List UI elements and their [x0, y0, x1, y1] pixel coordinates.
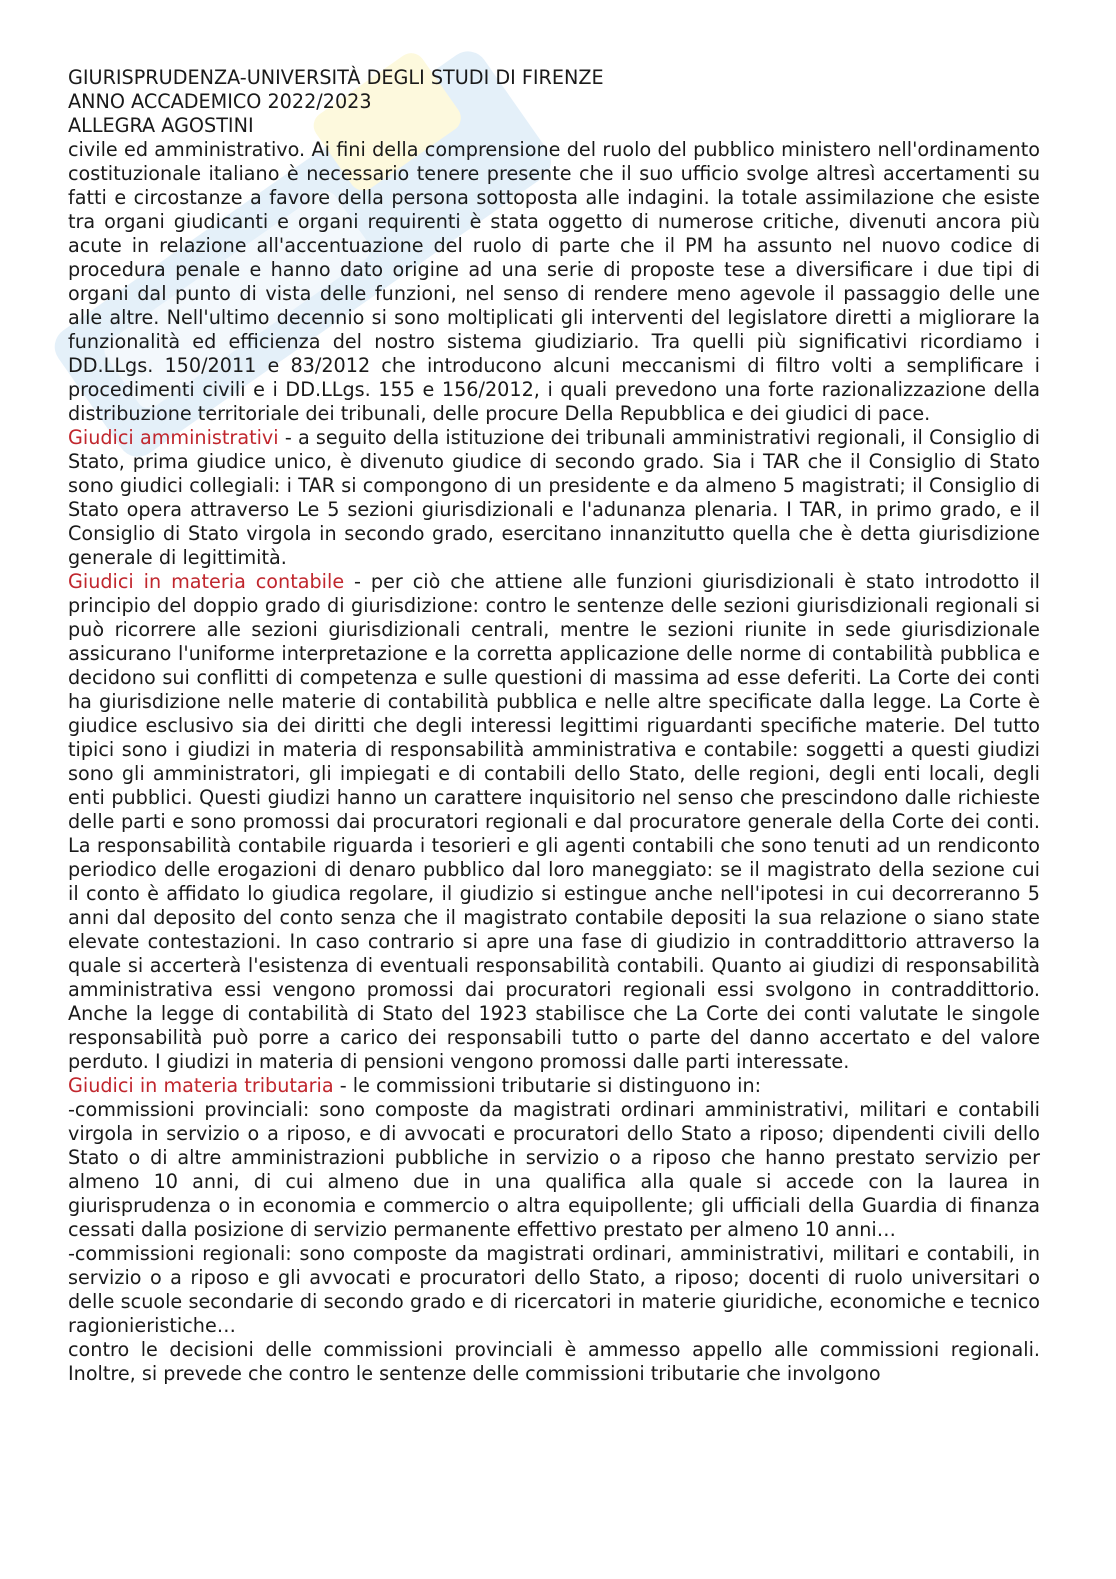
section-title-accounting: Giudici in materia contabile: [68, 570, 345, 593]
section-title-tax: Giudici in materia tributaria: [68, 1074, 334, 1097]
header-author: ALLEGRA AGOSTINI: [68, 114, 254, 137]
section-paragraph-administrative: [68, 426, 1040, 570]
section-title-administrative: Giudici amministrativi: [68, 426, 279, 449]
list-item-provincial-commissions: -commissioni provinciali: sono composte da magistrati ordinari amministrativi, militari e contabili virgola in servizio o a riposo, e di avvocati e procuratori dello Stato a riposo; dipendenti civili dello Stato o di altre amministrazioni pubbliche in servizio o a riposo che hanno prestato servizio per almeno 10 anni, di cui almeno due in una qualifica alla quale si accede con la laurea in giurisprudenza o in economia e commercio o altra equipollente; gli ufficiali della Guardia di finanza cessati dalla posizione di servizio permanente effettivo prestato per almeno 10 anni…: [68, 1098, 1040, 1241]
section-text-administrative: - a seguito della istituzione dei tribunali amministrativi regionali, il Consiglio di Stato, prima giudice unico, è divenuto giudice di secondo grado. Sia i TAR che il Consiglio di Stato sono giudici collegiali: i TAR si compongono di un presidente e da almeno 5 magistrati; il Consiglio di Stato opera attraverso Le 5 sezioni giurisdizionali e l'adunanza plenaria. I TAR, in primo grado, e il Consiglio di Stato virgola in secondo grado, esercitano innanzitutto quella che è detta giurisdizione generale di legittimità.: [68, 426, 1040, 569]
section-paragraph-tax: [68, 1074, 1040, 1098]
intro-paragraph: civile ed amministrativo. Ai fini della comprensione del ruolo del pubblico ministero nell'ordinamento costituzionale italiano è necessario tenere presente che il suo ufficio svolge altresì accertamenti su fatti e circostanze a favore della persona sottoposta alle indagini. la totale assimilazione che esiste tra organi giudicanti e organi requirenti è stata oggetto di numerose critiche, divenuti ancora più acute in relazione all'accentuazione del ruolo di parte che il PM ha assunto nel nuovo codice di procedura penale e hanno dato origine ad una serie di proposte tese a diversificare i due tipi di organi dal punto di vista delle funzioni, nel senso di rendere meno agevole il passaggio delle une alle altre. Nell'ultimo decennio si sono moltiplicati gli interventi del legislatore diretti a migliorare la funzionalità ed efficienza del nostro sistema giudiziario. Tra quelli più significativi ricordiamo i DD.LLgs. 150/2011 e 83/2012 che introducono alcuni meccanismi di filtro volti a semplificare i procedimenti civili e i DD.LLgs. 155 e 156/2012, i quali prevedono una forte razionalizzazione della distribuzione territoriale dei tribunali, delle procure Della Repubblica e dei giudici di pace.: [68, 138, 1040, 425]
header-academic-year: ANNO ACCADEMICO 2022/2023: [68, 90, 372, 113]
section-text-tax: - le commissioni tributarie si distinguono in:: [333, 1074, 762, 1097]
document-page: [68, 66, 1040, 1386]
closing-paragraph: contro le decisioni delle commissioni provinciali è ammesso appello alle commissioni regionali. Inoltre, si prevede che contro le sentenze delle commissioni tributarie che involgono: [68, 1338, 1040, 1385]
list-item-regional-commissions: -commissioni regionali: sono composte da magistrati ordinari, amministrativi, militari e contabili, in servizio o a riposo e gli avvocati e procuratori dello Stato, a riposo; docenti di ruolo universitari o delle scuole secondarie di secondo grado e di ricercatori in materie giuridiche, economiche e tecnico ragionieristiche…: [68, 1242, 1040, 1337]
section-paragraph-accounting: [68, 570, 1040, 1074]
section-text-accounting: - per ciò che attiene alle funzioni giurisdizionali è stato introdotto il principio del doppio grado di giurisdizione: contro le sentenze delle sezioni giurisdizionali regionali si può ricorrere alle sezioni giurisdizionali centrali, mentre le sezioni riunite in sede giurisdizionale assicurano l'uniforme interpretazione e la corretta applicazione delle norme di contabilità pubblica e decidono sui conflitti di competenza e sulle questioni di massima ad esse deferiti. La Corte dei conti ha giurisdizione nelle materie di contabilità pubblica e nelle altre specificate dalla legge. La Corte è giudice esclusivo sia dei diritti che degli interessi legittimi riguardanti specifiche materie. Del tutto tipici sono i giudizi in materia di responsabilità amministrativa e contabile: soggetti a questi giudizi sono gli amministratori, gli impiegati e di contabili dello Stato, delle regioni, degli enti locali, degli enti pubblici. Questi giudizi hanno un carattere inquisitorio nel senso che prescindono dalle richieste delle parti e sono promossi dai procuratori regionali e dal procuratore generale della Corte dei conti. La responsabilità contabile riguarda i tesorieri e gli agenti contabili che sono tenuti ad un rendiconto periodico delle erogazioni di denaro pubblico dal loro maneggiato: se il magistrato della sezione cui il conto è affidato lo giudica regolare, il giudizio si estingue anche nell'ipotesi in cui decorreranno 5 anni dal deposito del conto senza che il magistrato contabile depositi la sua relazione o siano state elevate contestazioni. In caso contrario si apre una fase di giudizio in contraddittorio attraverso la quale si accerterà l'esistenza di eventuali responsabilità contabili. Quanto ai giudizi di responsabilità amministrativa essi vengono promossi dai procuratori regionali essi svolgono in contraddittorio. Anche la legge di contabilità di Stato del 1923 stabilisce che La Corte dei conti valutate le singole responsabilità può porre a carico dei responsabili tutto o parte del danno accertato e del valore perduto. I giudizi in materia di pensioni vengono promossi dalle parti interessate.: [68, 570, 1041, 1073]
header-faculty: GIURISPRUDENZA-UNIVERSITÀ DEGLI STUDI DI FIRENZE: [68, 66, 604, 89]
